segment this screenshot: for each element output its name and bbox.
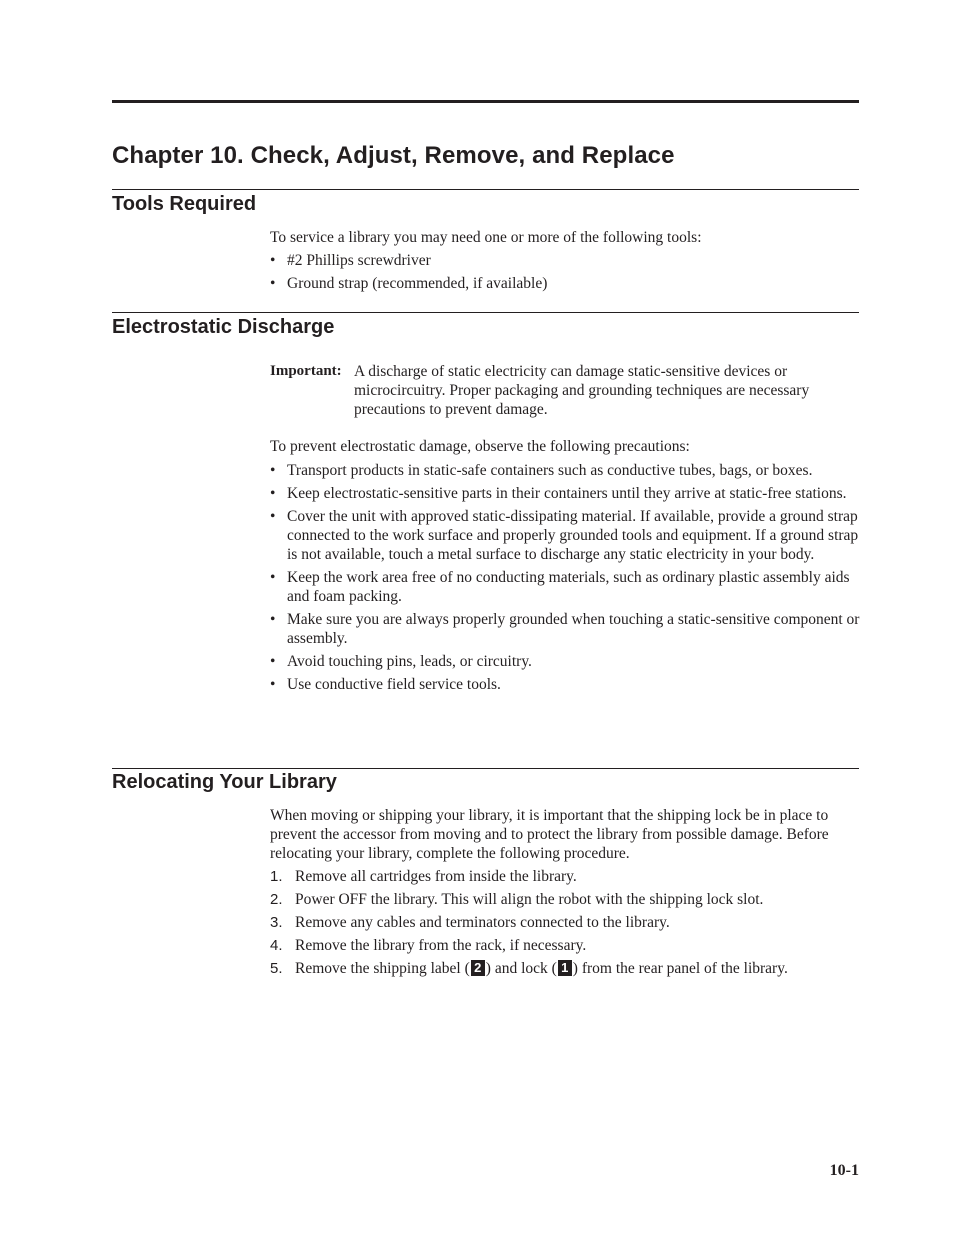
tools-intro: To service a library you may need one or more of the following tools:	[270, 229, 702, 246]
relocating-intro: When moving or shipping your library, it is important that the shipping lock be in place to prevent the accessor from moving and to protect the library from possible damage. Before relocating your library, complete the following procedure.	[270, 807, 829, 862]
tools-list	[270, 251, 860, 293]
important-notice	[270, 362, 860, 419]
list-item: • Ground strap (recommended, if available)	[270, 275, 548, 292]
bullet: •	[270, 508, 276, 525]
chapter-title: Chapter 10. Check, Adjust, Remove, and Replace	[112, 142, 675, 169]
list-item: • #2 Phillips screwdriver	[270, 252, 431, 269]
tools-section-body	[270, 228, 860, 293]
page-number: 10-1	[829, 1162, 859, 1179]
bullet: •	[270, 462, 276, 479]
section-rule	[112, 189, 859, 190]
callout-2: 2	[471, 960, 485, 976]
relocating-steps-list	[270, 867, 860, 978]
list-item: 1. Remove all cartridges from inside the library.	[270, 868, 577, 885]
list-item: • Use conductive field service tools.	[270, 676, 501, 693]
section-rule	[112, 768, 859, 769]
bullet: •	[270, 252, 276, 269]
esd-precautions-list	[270, 461, 860, 694]
list-item: 5. Remove the shipping label ( 2 ) and lock ( 1 ) from the rear panel of the library.	[270, 960, 788, 977]
relocating-section-body	[270, 806, 860, 978]
list-item: • Make sure you are always properly grounded when touching a static-sensitive component or assembly.	[270, 611, 860, 647]
important-label: Important:	[270, 363, 342, 379]
list-item: • Cover the unit with approved static-dissipating material. If available, provide a ground strap connected to the work surface and properly grounded tools and equipment. If a ground strap is not available, touch a metal surface to discharge any static electricity in your body.	[270, 508, 859, 563]
list-item: 4. Remove the library from the rack, if necessary.	[270, 937, 587, 954]
bullet: •	[270, 485, 276, 502]
bullet: •	[270, 569, 276, 586]
list-item: • Avoid touching pins, leads, or circuitry.	[270, 653, 532, 670]
list-item: 2. Power OFF the library. This will align the robot with the shipping lock slot.	[270, 891, 764, 908]
section-heading-relocating: Relocating Your Library	[112, 771, 337, 793]
list-item: • Keep electrostatic-sensitive parts in their containers until they arrive at static-free stations.	[270, 485, 847, 502]
bullet: •	[270, 653, 276, 670]
chapter-top-rule	[112, 100, 859, 103]
bullet: •	[270, 676, 276, 693]
esd-section-body	[270, 362, 860, 694]
list-item: • Transport products in static-safe containers such as conductive tubes, bags, or boxes.	[270, 462, 813, 479]
bullet: •	[270, 611, 276, 628]
callout-1: 1	[558, 960, 572, 976]
list-item: 3. Remove any cables and terminators connected to the library.	[270, 914, 670, 931]
list-item: • Keep the work area free of no conducting materials, such as ordinary plastic assembly aids and foam packing.	[270, 569, 850, 605]
section-heading-esd: Electrostatic Discharge	[112, 316, 335, 338]
section-heading-tools: Tools Required	[112, 193, 257, 215]
bullet: •	[270, 275, 276, 292]
important-text: A discharge of static electricity can damage static-sensitive devices or microcircuitry. Proper packaging and grounding techniques are necessary precautions to prevent damage.	[354, 363, 810, 418]
esd-intro: To prevent electrostatic damage, observe the following precautions:	[270, 438, 690, 455]
section-rule	[112, 312, 859, 313]
